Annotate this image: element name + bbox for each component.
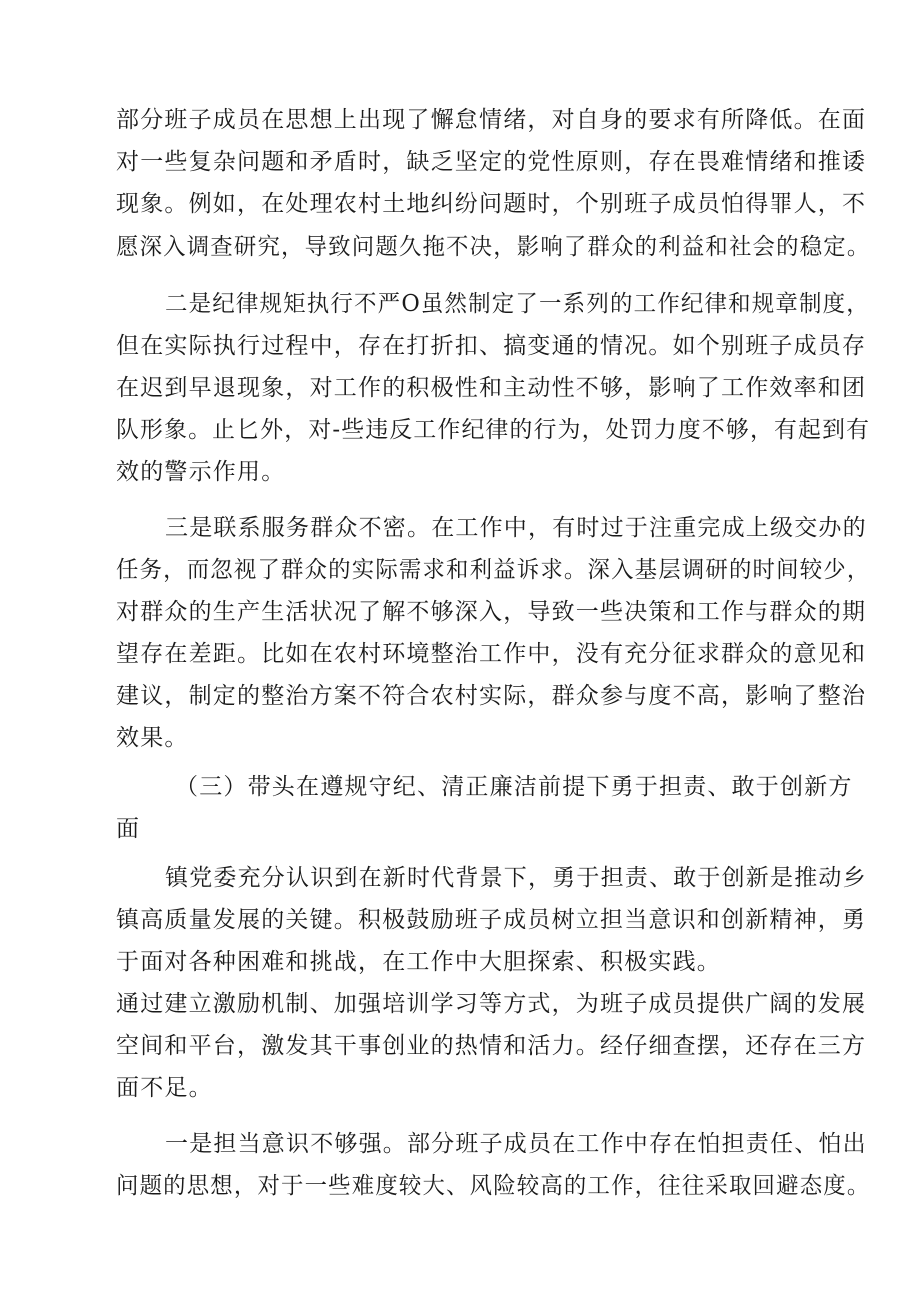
paragraph-line: 三是联系服务群众不密。在工作中，有时过于注重完成上级交办的 xyxy=(165,515,867,541)
paragraph-line: 一是担当意识不够强。部分班子成员在工作中存在怕担责任、怕出 xyxy=(165,1131,867,1157)
paragraph-line: 愿深入调查研究，导致问题久拖不决，影响了群众的利益和社会的稳定。 xyxy=(116,234,871,260)
paragraph-line: 问题的思想，对于一些难度较大、风险较高的工作，往往采取回避态度。 xyxy=(116,1173,871,1199)
paragraph-line: 二是纪律规矩执行不严O虽然制定了一系列的工作纪律和规章制度， xyxy=(165,291,870,317)
paragraph-line: 任务，而忽视了群众的实际需求和利益诉求。深入基层调研的时间较少， xyxy=(116,557,871,583)
paragraph-line: 对一些复杂问题和矛盾时，缺乏坚定的党性原则，存在畏难情绪和推诿 xyxy=(116,149,867,175)
paragraph-line: 现象。例如，在处理农村土地纠纷问题时，个别班子成员怕得罪人，不 xyxy=(116,191,867,217)
paragraph-line: 对群众的生产生活状况了解不够深入，导致一些决策和工作与群众的期 xyxy=(116,599,867,625)
paragraph-line: 空间和平台，激发其干事创业的热情和活力。经仔细查摆，还存在三方 xyxy=(116,1033,867,1059)
paragraph-line: 于面对各种困难和挑战，在工作中大胆探索、积极实践。 xyxy=(116,949,721,975)
section-heading-continued: 面 xyxy=(116,816,141,842)
paragraph-line: 镇高质量发展的关键。积极鼓励班子成员树立担当意识和创新精神，勇 xyxy=(116,907,867,933)
paragraph-line: 建议，制定的整治方案不符合农村实际，群众参与度不高，影响了整治 xyxy=(116,683,867,709)
paragraph-line: 在迟到早退现象，对工作的积极性和主动性不够，影响了工作效率和团 xyxy=(116,375,867,401)
paragraph-line: 队形象。止匕外，对-些违反工作纪律的行为，处罚力度不够，有起到有 xyxy=(116,417,871,443)
paragraph-line: 效果。 xyxy=(116,725,189,751)
paragraph-line: 面不足。 xyxy=(116,1075,213,1101)
paragraph-line: 但在实际执行过程中，存在打折扣、搞变通的情况。如个别班子成员存 xyxy=(116,333,867,359)
paragraph-line: 效的警示作用。 xyxy=(116,459,286,485)
paragraph-line: 镇党委充分认识到在新时代背景下，勇于担责、敢于创新是推动乡 xyxy=(165,865,867,891)
paragraph-line: 部分班子成员在思想上出现了懈怠情绪，对自身的要求有所降低。在面 xyxy=(116,107,867,133)
paragraph-line: 通过建立激励机制、加强培训学习等方式，为班子成员提供广阔的发展 xyxy=(116,991,867,1017)
section-heading: （三）带头在遵规守纪、清正廉洁前提下勇于担责、敢于创新方 xyxy=(175,774,853,800)
paragraph-line: 望存在差距。比如在农村环境整治工作中，没有充分征求群众的意见和 xyxy=(116,641,867,667)
